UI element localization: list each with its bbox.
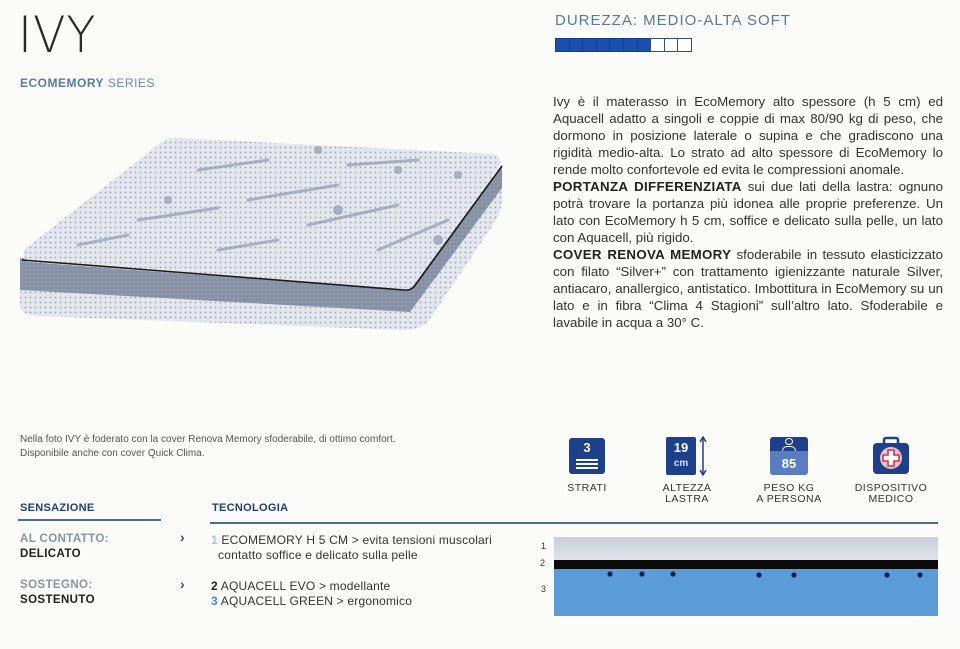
contatto-key: AL CONTATTO: [20, 533, 109, 545]
product-description [553, 93, 943, 331]
firmness-seg [664, 38, 679, 52]
tech-text-1: ECOMEMORY H 5 CM > evita tensioni muscolari [221, 533, 492, 547]
firmness-bar [555, 38, 691, 52]
chevron-right-icon: › [180, 576, 185, 592]
sostegno-value: SOSTENUTO [20, 594, 95, 606]
altezza-label-1: ALTEZZA [662, 482, 712, 494]
firmness-seg [677, 38, 692, 52]
cover-text: sfoderabile in tessuto elasticizzato con filato “Silver+” con trattamento igienizzante naturale Silver, antiacaro, anallergico, antistatico. Imbottitura in EcoMemory su un lato e in fibra “Clima 4 Stagioni” sull’altro lato. Sfoderabile e lavabile in acqua a 30° C. [553, 247, 943, 330]
tech-num-1: 1 [211, 533, 218, 547]
tech-item-2 [211, 579, 390, 594]
feature-altezza [637, 436, 737, 505]
description-cover [553, 246, 943, 331]
firmness-seg [569, 38, 584, 52]
sensazione-header: SENSAZIONE [20, 502, 95, 514]
firmness-seg [609, 38, 624, 52]
layer-label-3: 3 [541, 584, 547, 594]
altezza-value: 19 [673, 440, 689, 455]
portanza-text: sui due lati della lastra: ognuno potrà trovare la portanza più idonea alle proprie preferenze. Un lato con EcoMemory h 5 cm, soffice e delicato sulla pelle, un lato con Aquacell, più rigido. [553, 179, 943, 245]
layer-diagram-graphic [540, 534, 940, 624]
description-portanza [553, 178, 943, 246]
feature-peso [739, 436, 839, 505]
series-bold: ECOMEMORY [20, 76, 105, 90]
product-title: IVY [18, 6, 97, 64]
tecnologia-rule [210, 522, 938, 524]
cover-heading: COVER RENOVA MEMORY [553, 247, 732, 262]
tech-num-2: 2 [211, 579, 218, 593]
strati-value: 3 [583, 440, 591, 455]
caption-line-2: Disponibile anche con cover Quick Clima. [20, 447, 205, 459]
firmness-seg [650, 38, 665, 52]
tech-num-3: 3 [211, 594, 218, 608]
tech-text-3: AQUACELL GREEN > ergonomico [220, 594, 413, 608]
feature-dispositivo [841, 436, 941, 505]
mattress-image [18, 130, 508, 335]
product-series [20, 76, 155, 90]
chevron-right-icon: › [180, 529, 185, 545]
photo-caption [20, 433, 396, 460]
layer-label-2: 2 [540, 558, 546, 568]
tech-item-1 [211, 533, 492, 563]
peso-label-1: PESO KG [763, 482, 815, 494]
firmness-seg [596, 38, 611, 52]
strati-label: STRATI [567, 482, 607, 494]
firmness-seg [582, 38, 597, 52]
layers-icon [537, 436, 637, 476]
peso-label [739, 483, 839, 505]
firmness-label: DUREZZA: MEDIO-ALTA SOFT [555, 12, 791, 29]
tech-text-1b: contatto soffice e delicato sulla pelle [218, 548, 418, 562]
peso-label-2: A PERSONA [756, 493, 822, 505]
caption-line-1: Nella foto IVY è foderato con la cover Renova Memory sfoderabile, di ottimo comfort. [20, 434, 396, 445]
feature-icons [555, 436, 955, 516]
altezza-label [637, 483, 737, 505]
height-arrow-icon [698, 436, 708, 476]
feature-strati [537, 436, 637, 494]
dispositivo-label-2: MEDICO [868, 493, 914, 505]
height-icon [637, 436, 737, 476]
altezza-label-2: LASTRA [665, 493, 709, 505]
firmness-seg [637, 38, 652, 52]
portanza-heading: PORTANZA DIFFERENZIATA [553, 179, 742, 194]
tech-item-3 [211, 594, 412, 609]
dispositivo-label-1: DISPOSITIVO [854, 482, 928, 494]
layer-diagram [540, 534, 940, 624]
layer-label-1: 1 [541, 541, 547, 551]
tech-text-2: AQUACELL EVO > modellante [220, 579, 391, 593]
sensazione-rule [18, 519, 161, 521]
series-rest: SERIES [104, 76, 155, 90]
firmness-seg [555, 38, 570, 52]
tecnologia-header: TECNOLOGIA [212, 502, 289, 514]
weight-person-icon [739, 436, 839, 476]
medical-kit-icon [841, 436, 941, 476]
firmness-seg [623, 38, 638, 52]
sostegno-key: SOSTEGNO: [20, 579, 93, 591]
peso-value: 85 [781, 456, 797, 471]
description-intro: Ivy è il materasso in EcoMemory alto spessore (h 5 cm) ed Aquacell adatto a singoli e coppie di max 80/90 kg di peso, che dormono in posizione laterale o supina e che gradiscono una rigidità medio-alta. Lo strato ad alto spessore di EcoMemory lo rende molto confortevole ed evita le compressioni anomale. [553, 94, 943, 177]
contatto-value: DELICATO [20, 548, 81, 560]
altezza-unit: cm [673, 458, 689, 469]
dispositivo-label [841, 483, 941, 505]
